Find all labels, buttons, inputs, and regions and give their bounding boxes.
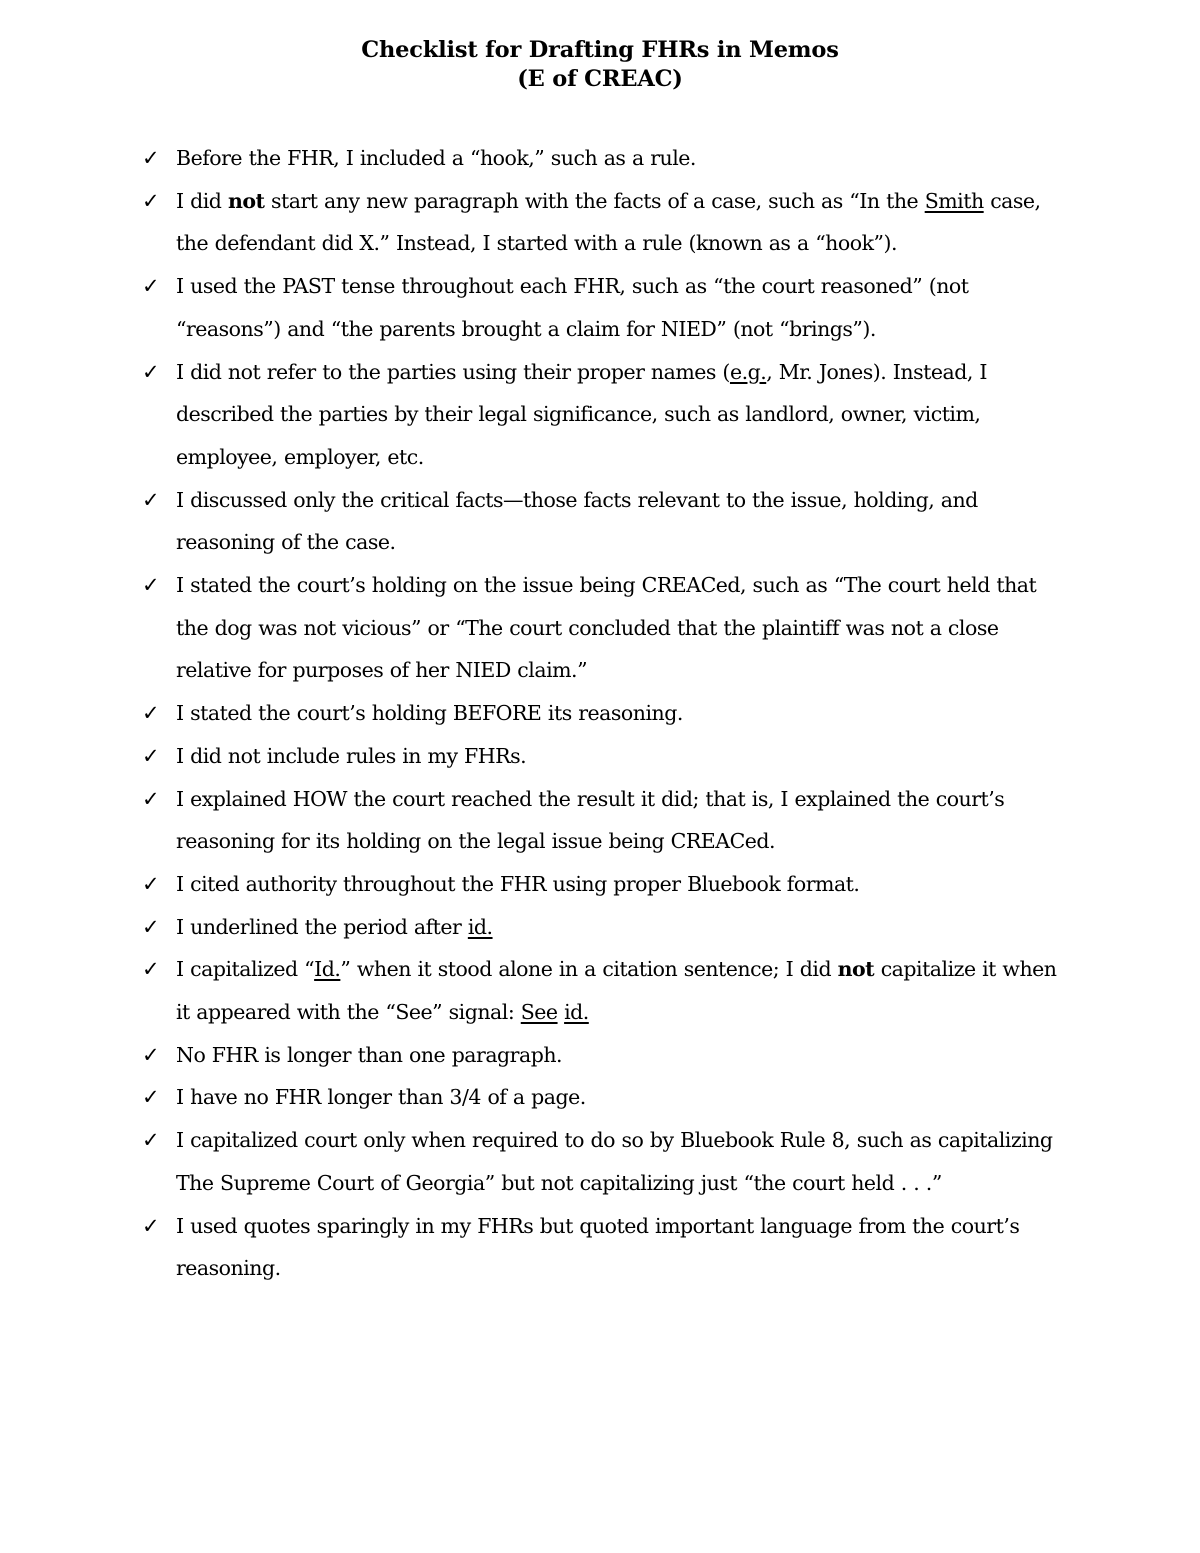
checklist-item-text (176, 957, 1057, 1024)
checklist-item (140, 137, 1070, 180)
checklist-item (140, 351, 1070, 479)
checklist-item-text (176, 744, 526, 768)
text-segment: I stated the court’s holding on the issue being CREACed, such as “The court held that the dog was not vicious” or “The court concluded that the plaintiff was not a close relative for purposes of her NIED claim.” (176, 573, 1037, 683)
text-segment: I used quotes sparingly in my FHRs but quoted important language from the court’s reasoning. (176, 1213, 1020, 1281)
check-mark-icon: ✓ (142, 957, 160, 982)
checklist-item (140, 735, 1070, 778)
check-mark-icon: ✓ (142, 1085, 160, 1110)
checklist (140, 137, 1070, 1290)
text-segment: start any new paragraph with the facts of a case, such as “In the (264, 188, 925, 213)
bold-text: not (227, 188, 265, 213)
check-mark-icon: ✓ (142, 871, 160, 896)
underlined-text: Smith (924, 188, 984, 213)
text-segment: I capitalized “ (176, 957, 315, 982)
checklist-item (140, 1205, 1070, 1290)
check-mark-icon: ✓ (142, 1042, 160, 1067)
check-mark-icon: ✓ (142, 573, 160, 598)
text-segment: capitalize it when it appeared with the “See” signal: (176, 957, 1057, 1025)
check-mark-icon: ✓ (142, 274, 160, 299)
checklist-item (140, 1076, 1070, 1119)
text-segment: I capitalized court only when required to do so by Bluebook Rule 8, such as capitalizing The Supreme Court of Georgia” but not capitalizing just “the court held . . .” (176, 1128, 1053, 1195)
checklist-item-text (176, 488, 978, 555)
checklist-item (140, 863, 1070, 906)
underlined-text: id. (467, 914, 493, 939)
checklist-item-text (176, 1214, 1019, 1281)
checklist-item (140, 692, 1070, 735)
text-segment: I stated the court’s holding BEFORE its reasoning. (176, 701, 683, 726)
text-segment: I have no FHR longer than 3/4 of a page. (176, 1085, 586, 1110)
text-segment: I explained HOW the court reached the result it did; that is, I explained the court’s reasoning for its holding on the legal issue being CREACed. (176, 786, 1005, 854)
checklist-item-text (176, 787, 1004, 854)
text-segment: I underlined the period after (176, 914, 468, 939)
text-segment: I did not refer to the parties using their proper names ( (176, 359, 730, 384)
bold-text: not (837, 957, 875, 982)
check-mark-icon: ✓ (142, 359, 160, 384)
check-mark-icon: ✓ (142, 487, 160, 512)
checklist-item-text (176, 189, 1041, 256)
text-segment: Before the FHR, I included a “hook,” such as a rule. (176, 146, 696, 170)
title-line-2: (E of CREAC) (517, 66, 683, 92)
title-line-1: Checklist for Drafting FHRs in Memos (361, 37, 839, 63)
text-segment: I cited authority throughout the FHR using proper Bluebook format. (176, 871, 860, 896)
checklist-item-text (176, 146, 696, 170)
checklist-item (140, 564, 1070, 692)
text-segment: No FHR is longer than one paragraph. (176, 1042, 563, 1067)
underlined-text: id. (564, 1000, 589, 1025)
checklist-item-text (176, 360, 987, 469)
text-segment: I discussed only the critical facts—those facts relevant to the issue, holding, and reasoning of the case. (176, 487, 978, 555)
checklist-item (140, 948, 1070, 1033)
check-mark-icon: ✓ (142, 1128, 160, 1153)
check-mark-icon: ✓ (142, 1213, 160, 1238)
checklist-item-text (176, 1085, 586, 1109)
page-title (0, 36, 1200, 94)
checklist-item (140, 1034, 1070, 1077)
checklist-item-text (176, 274, 969, 341)
checklist-item-text (176, 872, 859, 896)
checklist-item (140, 1119, 1070, 1204)
check-mark-icon: ✓ (142, 701, 160, 726)
check-mark-icon: ✓ (142, 914, 160, 939)
checklist-item (140, 906, 1070, 949)
checklist-item-text (176, 1043, 562, 1067)
checklist-item-text (176, 701, 683, 725)
text-segment: I did not include rules in my FHRs. (176, 743, 527, 768)
checklist-item-text (176, 915, 493, 939)
check-mark-icon: ✓ (142, 743, 160, 768)
check-mark-icon: ✓ (142, 188, 160, 213)
text-segment: ” when it stood alone in a citation sentence; I did (340, 957, 838, 982)
checklist-item-text (176, 573, 1036, 682)
checklist-item-text (176, 1128, 1053, 1195)
text-segment: I used the PAST tense throughout each FHR, such as “the court reasoned” (not “reasons”) and “the parents brought a claim for NIED” (not “brings”). (176, 274, 969, 341)
underlined-text: Id. (314, 957, 341, 982)
checklist-item (140, 479, 1070, 564)
underlined-text: See (520, 1000, 558, 1025)
check-mark-icon: ✓ (142, 786, 160, 811)
underlined-text: e.g. (729, 359, 767, 384)
text-segment: , Mr. Jones). Instead, I described the parties by their legal significance, such as landlord, owner, victim, employee, employer, etc. (176, 359, 987, 469)
checklist-item (140, 180, 1070, 265)
checklist-item (140, 265, 1070, 350)
text-segment: case, the defendant did X.” Instead, I started with a rule (known as a “hook”). (176, 188, 1041, 256)
text-segment: I did (176, 188, 228, 213)
checklist-item (140, 778, 1070, 863)
check-mark-icon: ✓ (142, 146, 160, 170)
